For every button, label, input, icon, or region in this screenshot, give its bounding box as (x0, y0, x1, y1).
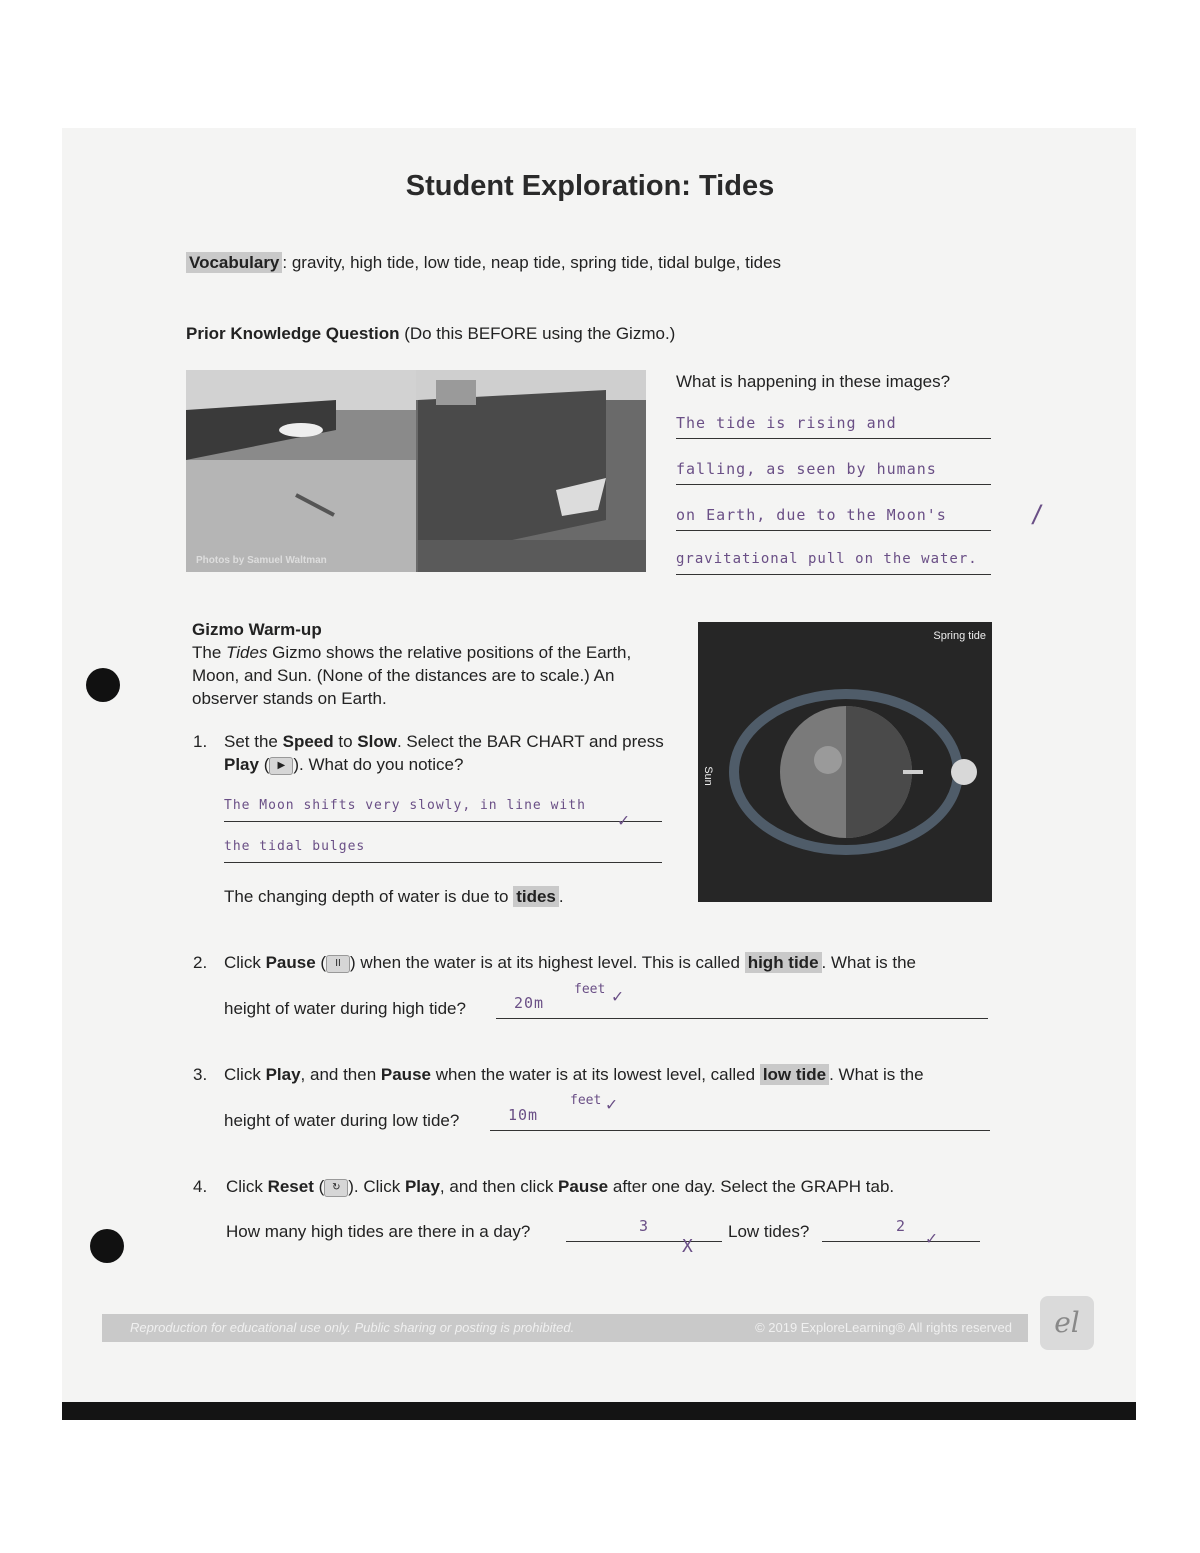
q1-text (224, 730, 664, 776)
photo-credit: Photos by Samuel Waltman (196, 555, 327, 566)
q1-answer-line-2: the tidal bulges (224, 834, 662, 863)
q2-pause: Pause (265, 953, 316, 972)
q4-high-question: How many high tides are there in a day? (226, 1222, 531, 1241)
q3-text-3: when the water is at its lowest level, called (430, 1065, 760, 1084)
q3-text (224, 1063, 924, 1086)
q4-text (226, 1175, 894, 1198)
q4-text-3: ). Click (348, 1177, 405, 1196)
prior-answer-line-4: gravitational pull on the water. (676, 546, 991, 575)
q4-high-mark: X (682, 1236, 693, 1257)
q4-low-answer-line (822, 1213, 980, 1242)
q1-text-5: ). What do you notice? (293, 755, 464, 774)
q1-play: Play (224, 755, 259, 774)
q3-term: low tide (760, 1064, 829, 1085)
q1-slow: Slow (357, 732, 397, 751)
q4-pause: Pause (558, 1177, 609, 1196)
warmup-title: Gizmo Warm-up (192, 620, 322, 639)
q1-number: 1. (193, 732, 208, 751)
q2-line-2: height of water during high tide? (224, 999, 466, 1018)
q1-text-4: ( (258, 755, 270, 774)
prior-answer-line-2: falling, as seen by humans (676, 456, 991, 485)
q1-check-mark: ✓ (618, 810, 629, 831)
q2-text-3: ) when the water is at its highest level. This is called (350, 953, 745, 972)
q1-answer-line-1: The Moon shifts very slowly, in line with (224, 793, 662, 822)
copyright-footer (102, 1314, 1028, 1342)
gizmo-mode-label: Spring tide (933, 630, 986, 642)
prior-check-mark: / (1030, 500, 1045, 528)
q4-text-2: ( (313, 1177, 325, 1196)
q1-text-3: . Select the BAR CHART and press (396, 732, 664, 751)
q2-check-mark: ✓ (612, 986, 623, 1007)
q2-correction: feet (574, 982, 606, 997)
warmup-intro-gizmo-name: Tides (226, 643, 268, 662)
footer-copyright: © 2019 ExploreLearning® All rights reserved (755, 1320, 1012, 1335)
q1-speed: Speed (282, 732, 334, 751)
q3-check-mark: ✓ (606, 1094, 617, 1115)
q2-text-1: Click (224, 953, 266, 972)
q2-text-4: . What is the (821, 953, 917, 972)
q4-number: 4. (193, 1177, 208, 1196)
q1-footer-pre: The changing depth of water is due to (224, 887, 514, 906)
reset-icon: ↻ (324, 1179, 348, 1197)
q4-low-answer: 2 (895, 1217, 907, 1235)
q3-text-2: , and then (300, 1065, 381, 1084)
page-title: Student Exploration: Tides (405, 170, 775, 202)
earth-moon-diagram (698, 622, 992, 902)
q1-text-1: Set the (224, 732, 283, 751)
warmup-intro-pre: The (192, 643, 227, 662)
q2-text (224, 951, 916, 974)
prior-knowledge-question: What is happening in these images? (676, 372, 951, 391)
vocabulary-line (186, 253, 781, 273)
explorelearning-logo: el (1040, 1296, 1094, 1350)
prior-answer-line-3: on Earth, due to the Moon's (676, 502, 991, 531)
q3-text-4: . What is the (829, 1065, 924, 1084)
q3-answer-line (490, 1102, 990, 1131)
q4-high-answer-line (566, 1213, 722, 1242)
q4-play: Play (404, 1177, 440, 1196)
q4-text-1: Click (226, 1177, 268, 1196)
q3-correction: feet (570, 1093, 602, 1108)
q1-footer-post: . (558, 887, 564, 906)
binder-hole-top (86, 668, 120, 702)
gizmo-spring-tide-image (698, 622, 992, 902)
q2-text-2: ( (315, 953, 327, 972)
q4-low-check: ✓ (926, 1228, 937, 1249)
q3-play: Play (265, 1065, 301, 1084)
q1-text-2: to (333, 732, 358, 751)
q4-high-answer: 3 (638, 1217, 650, 1235)
play-icon: ▶ (269, 757, 293, 775)
q3-text-1: Click (224, 1065, 266, 1084)
q4-reset: Reset (267, 1177, 314, 1196)
warmup-intro (192, 641, 652, 710)
sun-label: Sun (701, 766, 714, 786)
q2-answer-line (496, 990, 988, 1019)
q1-footer (224, 885, 564, 908)
q3-pause: Pause (380, 1065, 431, 1084)
q4-text-4: , and then click (439, 1177, 559, 1196)
harbor-photo-illustration (186, 370, 646, 572)
vocabulary-label: Vocabulary (186, 252, 282, 273)
binder-hole-bottom (90, 1229, 124, 1263)
q2-answer: 20m (514, 994, 545, 1012)
harbor-photos (186, 370, 646, 572)
q3-answer: 10m (508, 1106, 539, 1124)
q3-number: 3. (193, 1065, 208, 1084)
prior-answer-line-1: The tide is rising and (676, 410, 991, 439)
vocabulary-terms: : gravity, high tide, low tide, neap tide, spring tide, tidal bulge, tides (282, 253, 782, 272)
prior-knowledge-label: Prior Knowledge Question (186, 324, 400, 343)
q2-number: 2. (193, 953, 208, 972)
pause-icon: II (326, 955, 350, 973)
q3-line-2: height of water during low tide? (224, 1111, 460, 1130)
q1-footer-term: tides (513, 886, 559, 907)
q2-term: high tide (745, 952, 822, 973)
footer-reproduction-note: Reproduction for educational use only. Public sharing or posting is prohibited. (130, 1320, 575, 1335)
prior-knowledge-note: (Do this BEFORE using the Gizmo.) (399, 324, 676, 343)
prior-knowledge-heading (186, 324, 675, 344)
q4-text-5: after one day. Select the GRAPH tab. (608, 1177, 895, 1196)
q4-low-question: Low tides? (728, 1222, 810, 1241)
warmup-intro-post: Gizmo shows the relative positions of the Earth, Moon, and Sun. (None of the distances are to scale.) An observer stands on Earth. (192, 643, 632, 708)
scan-edge (62, 1402, 1136, 1420)
